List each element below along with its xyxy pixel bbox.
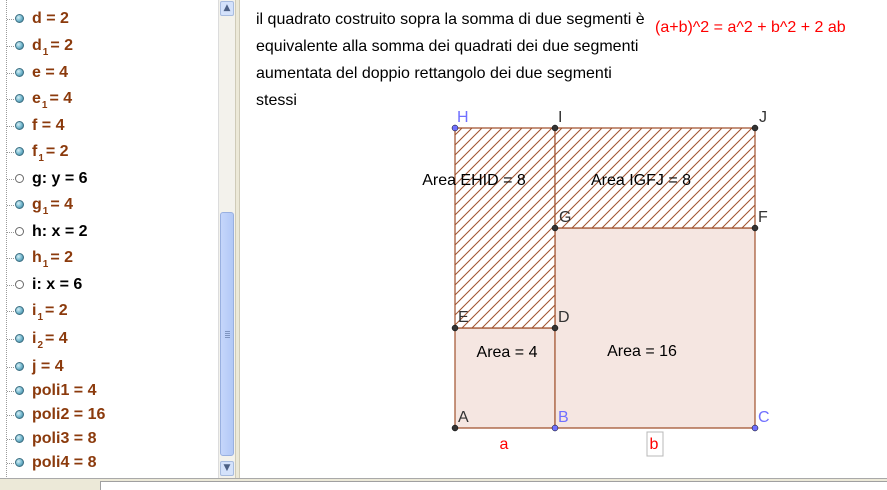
point-label-B: B <box>558 409 569 426</box>
point-label-F: F <box>758 209 768 226</box>
point-J[interactable] <box>752 125 758 131</box>
construction-description: il quadrato costruito sopra la somma di due segmenti è equivalente alla somma dei quadrati dei due segmenti aumentata del doppio rettangolo dei due segmenti stessi <box>256 11 645 109</box>
point-G[interactable] <box>552 225 558 231</box>
area-label-poli4: Area IGFJ = 8 <box>590 172 692 189</box>
area-label-poli2: Area = 16 <box>607 343 677 360</box>
point-label-D: D <box>558 309 570 326</box>
algebra-item-label: $e_1 = 4$ <box>32 90 73 111</box>
binomial-square-formula: (a+b)^2 = a^2 + b^2 + 2 ab <box>655 19 846 36</box>
algebra-item-label: i: x = 6 <box>32 276 83 293</box>
algebra-item-label: poli4 = 8 <box>32 454 97 471</box>
polygon-poli3[interactable] <box>455 128 555 328</box>
algebra-item-label: j = 4 <box>32 358 64 375</box>
point-label-C: C <box>758 409 770 426</box>
point-label-J: J <box>759 109 767 126</box>
area-label-poli1: Area = 4 <box>476 344 538 361</box>
point-label-I: I <box>558 109 563 126</box>
algebra-item-label: poli3 = 8 <box>32 430 97 447</box>
scroll-down-icon[interactable]: ▼ <box>220 461 234 476</box>
algebra-item-label: e = 4 <box>32 64 69 81</box>
algebra-item-label: g: y = 6 <box>32 170 88 187</box>
algebra-item-label: poli2 = 16 <box>32 406 106 423</box>
segment-label-b: b <box>649 436 659 453</box>
scroll-up-icon[interactable]: ▲ <box>220 1 234 16</box>
algebra-item-label: f = 4 <box>32 117 65 134</box>
algebra-item-label: poli1 = 4 <box>32 382 97 399</box>
polygon-poli1[interactable] <box>455 328 555 428</box>
point-label-G: G <box>559 209 572 226</box>
algebra-item-label: $h_1 = 2$ <box>32 249 74 270</box>
algebra-item-label: $f_1 = 2$ <box>32 143 69 164</box>
algebra-item-label: $d_1 = 2$ <box>32 37 74 58</box>
algebra-item-label: $i_2 = 4$ <box>32 330 68 351</box>
point-label-H: H <box>457 109 469 126</box>
algebra-item-label: $g_1 = 4$ <box>32 196 74 217</box>
area-label-poli3: Area EHID = 8 <box>422 172 526 189</box>
algebra-item-label: $i_1 = 2$ <box>32 302 68 323</box>
segment-label-a: a <box>499 436 509 453</box>
polygon-poli2[interactable] <box>555 228 755 428</box>
point-label-E: E <box>458 309 469 326</box>
algebra-item-label: d = 2 <box>32 10 69 27</box>
point-label-A: A <box>458 409 469 426</box>
algebra-item-label: h: x = 2 <box>32 223 88 240</box>
